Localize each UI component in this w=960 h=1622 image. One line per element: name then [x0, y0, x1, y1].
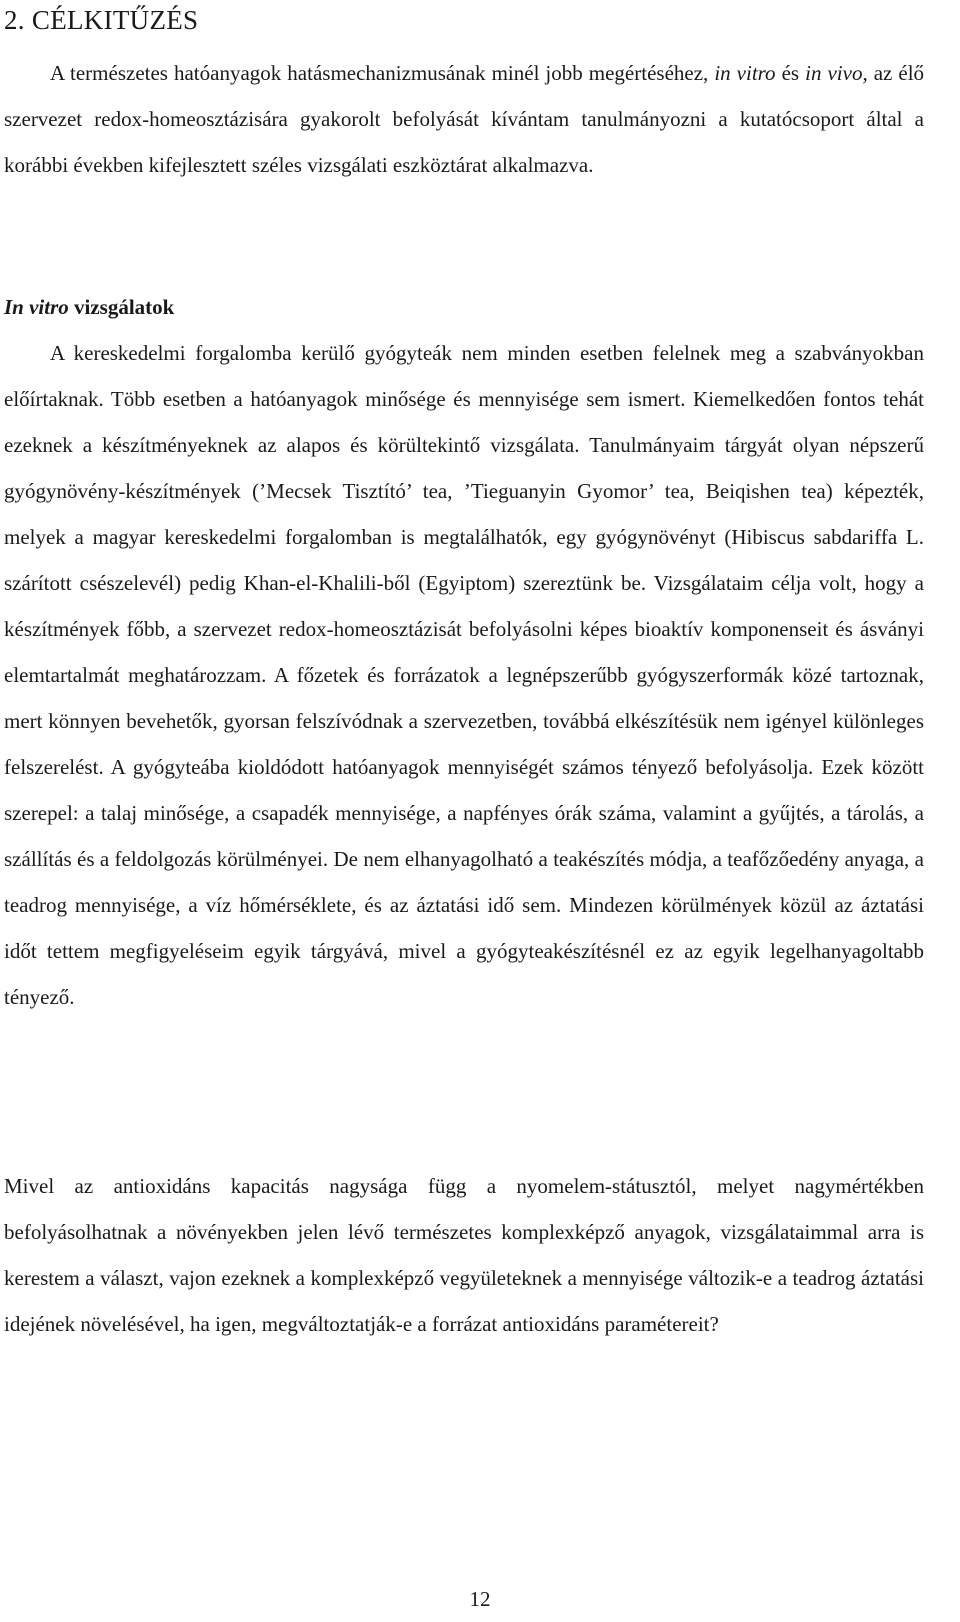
page-number: 12	[469, 1587, 491, 1611]
subsection-heading	[4, 284, 174, 330]
subsection-heading-rest: vizsgálatok	[68, 295, 175, 319]
subsection-heading-italic: In vitro	[4, 295, 69, 319]
body-paragraph-1: A kereskedelmi forgalomba kerülő gyógyteák nem minden esetben felelnek meg a szabványokban előírtaknak. Több esetben a hatóanyagok minősége és mennyisége sem ismert. Kiemelkedően fontos tehát ezeknek a készítményeknek az alapos és körültekintő vizsgálata. Tanulmányaim tárgyát olyan népszerű gyógynövény-készítmények (’Mecsek Tisztító’ tea, ’Tieguanyin Gyomor’ tea, Beiqishen tea) képezték, melyek a magyar kereskedelmi forgalomban is megtalálhatók, egy gyógynövényt (Hibiscus sabdariffa L. szárított csészelevél) pedig Khan-el-Khalili-ből (Egyiptom) szereztünk be. Vizsgálataim célja volt, hogy a készítmények főbb, a szervezet redox-homeosztázisát befolyásolni képes bioaktív komponenseit és ásványi elemtartalmát meghatározzam. A főzetek és forrázatok a legnépszerűbb gyógyszerformák közé tartoznak, mert könnyen bevehetők, gyorsan felszívódnak a szervezetben, továbbá elkészítésük nem igényel különleges felszerelést. A gyógyteába kioldódott hatóanyagok mennyiségét számos tényező befolyásolja. Ezek között szerepel: a talaj minősége, a csapadék mennyisége, a napfényes órák száma, valamint a gyűjtés, a tárolás, a szállítás és a feldolgozás körülményei. De nem elhanyagolható a teakészítés módja, a teafőzőedény anyaga, a teadrog mennyisége, a víz hőmérséklete, és az áztatási idő sem. Mindezen körülmények közül az áztatási időt tettem megfigyeléseim egyik tárgyává, mivel a gyógyteakészítésnél ez az egyik legelhanyagoltabb tényező.	[4, 341, 924, 1009]
intro-italic-in-vitro: in vitro	[714, 61, 776, 85]
intro-text-3: az élő szervezet redox-homeosztázisára gyakorolt befolyását kívántam tanulmányozni a kutatócsoport által a korábbi években kifejlesztett széles vizsgálati eszköztárat alkalmazva.	[4, 61, 925, 177]
intro-paragraph	[4, 50, 924, 188]
intro-italic-in-vivo: in vivo,	[805, 61, 868, 85]
section-heading: 2. CÉLKITŰZÉS	[4, 5, 199, 35]
body-paragraph-2: Mivel az antioxidáns kapacitás nagysága függ a nyomelem-státusztól, melyet nagymértékben befolyásolhatnak a növényekben jelen lévő természetes komplexképző anyagok, vizsgálataimmal arra is kerestem a választ, vajon ezeknek a komplexképző vegyületeknek a mennyisége változik-e a teadrog áztatási idejének növelésével, ha igen, megváltoztatják-e a forrázat antioxidáns paramétereit?	[4, 1174, 924, 1336]
intro-text-2: és	[775, 61, 806, 85]
intro-text-1: A természetes hatóanyagok hatásmechanizmusának minél jobb megértéséhez,	[50, 61, 715, 85]
